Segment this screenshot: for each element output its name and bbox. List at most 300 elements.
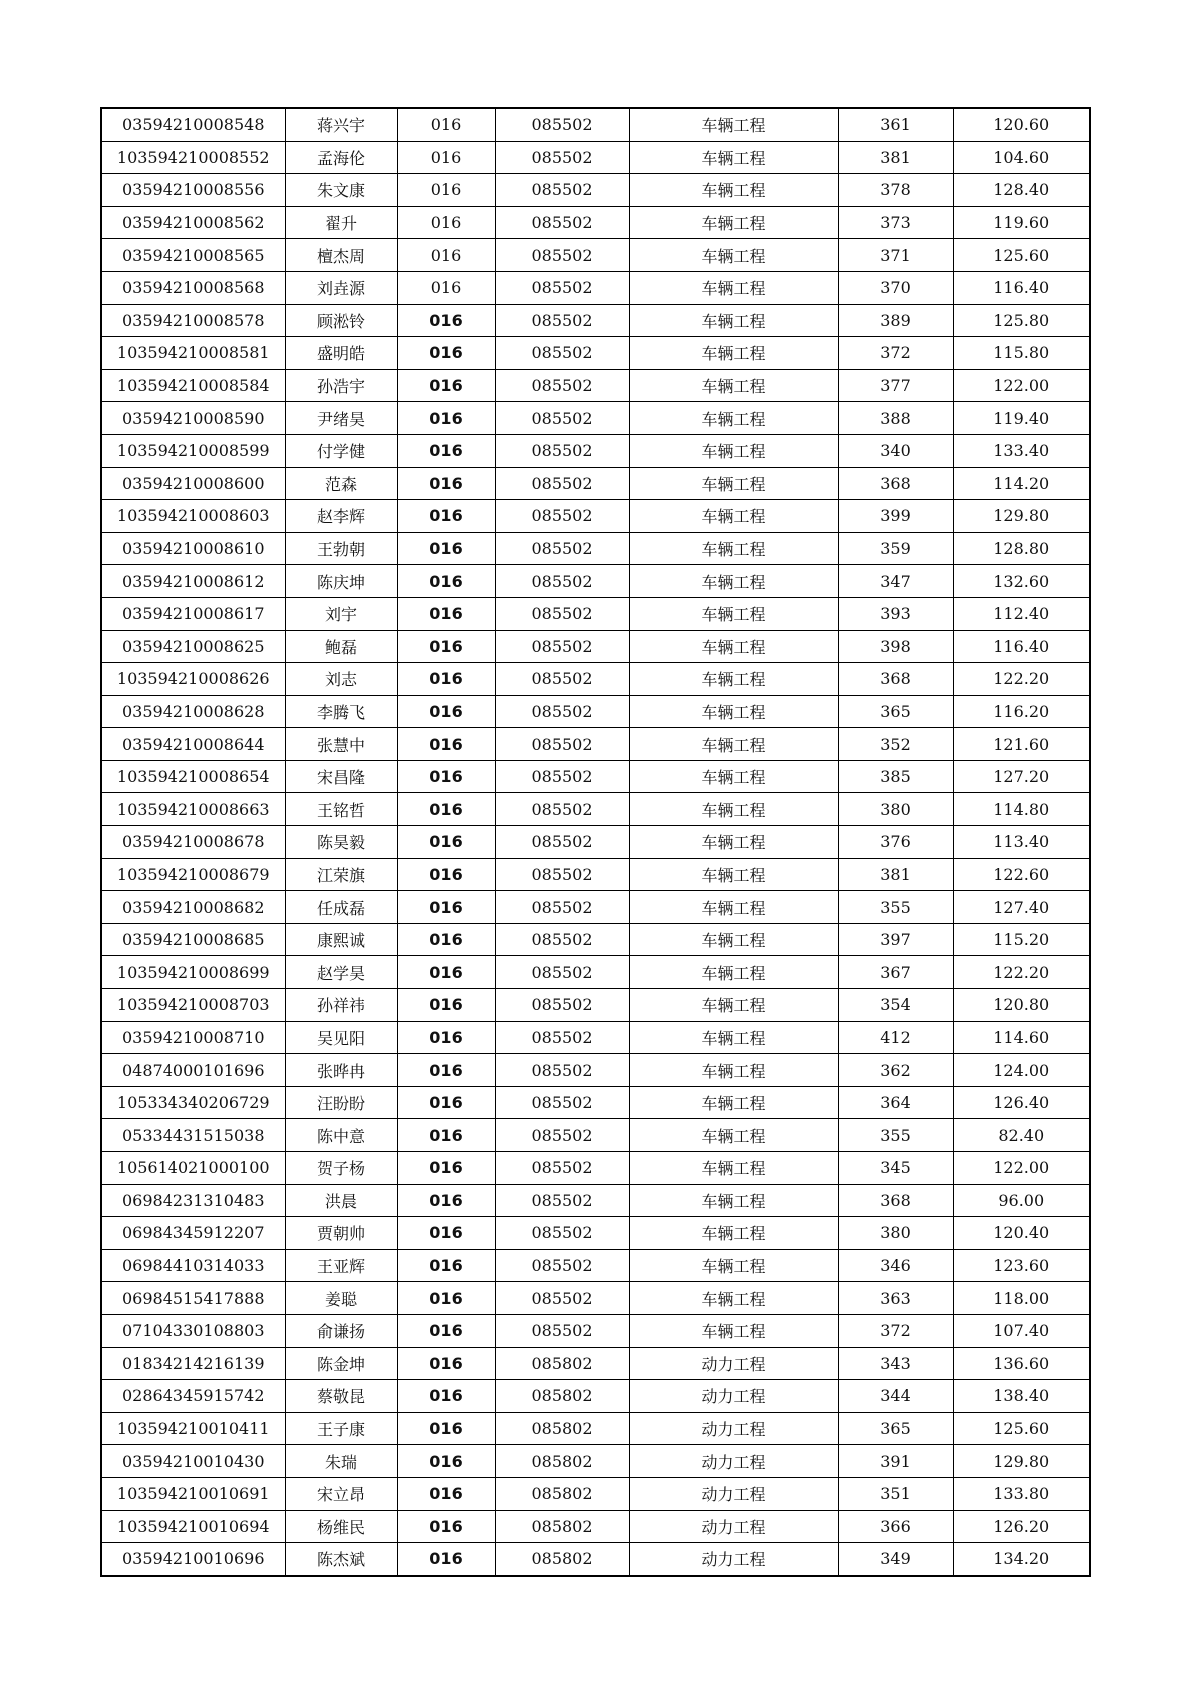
- table-row: [101, 1282, 1090, 1315]
- major-code-cell: 085502: [495, 1152, 629, 1185]
- retest-score-cell: 119.40: [953, 402, 1090, 435]
- table-row: [101, 1510, 1090, 1543]
- name-cell: 蒋兴宇: [285, 108, 397, 141]
- major-code-cell: 085502: [495, 1054, 629, 1087]
- total-score-cell: 370: [838, 271, 953, 304]
- major-code-cell: 085502: [495, 1021, 629, 1054]
- major-name-cell: 车辆工程: [629, 630, 838, 663]
- total-score-cell: 389: [838, 304, 953, 337]
- retest-score-cell: 114.60: [953, 1021, 1090, 1054]
- retest-score-cell: 96.00: [953, 1184, 1090, 1217]
- unit-code-cell: 016: [397, 597, 495, 630]
- total-score-cell: 368: [838, 663, 953, 696]
- retest-score-cell: 133.80: [953, 1477, 1090, 1510]
- retest-score-cell: 116.40: [953, 630, 1090, 663]
- name-cell: 翟升: [285, 206, 397, 239]
- exam-id-cell: 103594210008552: [101, 141, 285, 174]
- exam-id-cell: 06984345912207: [101, 1217, 285, 1250]
- major-name-cell: 车辆工程: [629, 1314, 838, 1347]
- retest-score-cell: 114.80: [953, 793, 1090, 826]
- table-row: [101, 630, 1090, 663]
- table-row: [101, 467, 1090, 500]
- name-cell: 刘宇: [285, 597, 397, 630]
- unit-code-cell: 016: [397, 630, 495, 663]
- retest-score-cell: 115.80: [953, 337, 1090, 370]
- major-name-cell: 车辆工程: [629, 923, 838, 956]
- retest-score-cell: 114.20: [953, 467, 1090, 500]
- exam-id-cell: 03594210008548: [101, 108, 285, 141]
- exam-id-cell: 103594210008679: [101, 858, 285, 891]
- unit-code-cell: 016: [397, 695, 495, 728]
- retest-score-cell: 129.80: [953, 500, 1090, 533]
- retest-score-cell: 112.40: [953, 597, 1090, 630]
- table-row: [101, 1445, 1090, 1478]
- total-score-cell: 355: [838, 891, 953, 924]
- major-name-cell: 车辆工程: [629, 793, 838, 826]
- exam-id-cell: 03594210008578: [101, 304, 285, 337]
- major-name-cell: 动力工程: [629, 1510, 838, 1543]
- unit-code-cell: 016: [397, 1510, 495, 1543]
- table-row: [101, 1477, 1090, 1510]
- total-score-cell: 365: [838, 1412, 953, 1445]
- major-code-cell: 085502: [495, 923, 629, 956]
- major-name-cell: 车辆工程: [629, 532, 838, 565]
- unit-code-cell: 016: [397, 956, 495, 989]
- unit-code-cell: 016: [397, 174, 495, 207]
- major-code-cell: 085502: [495, 369, 629, 402]
- total-score-cell: 373: [838, 206, 953, 239]
- total-score-cell: 397: [838, 923, 953, 956]
- retest-score-cell: 122.00: [953, 1152, 1090, 1185]
- retest-score-cell: 128.80: [953, 532, 1090, 565]
- major-name-cell: 车辆工程: [629, 891, 838, 924]
- major-name-cell: 车辆工程: [629, 174, 838, 207]
- major-code-cell: 085502: [495, 663, 629, 696]
- table-row: [101, 760, 1090, 793]
- total-score-cell: 399: [838, 500, 953, 533]
- exam-id-cell: 103594210008654: [101, 760, 285, 793]
- unit-code-cell: 016: [397, 1477, 495, 1510]
- exam-id-cell: 03594210008562: [101, 206, 285, 239]
- unit-code-cell: 016: [397, 1282, 495, 1315]
- major-name-cell: 车辆工程: [629, 663, 838, 696]
- unit-code-cell: 016: [397, 1347, 495, 1380]
- table-row: [101, 141, 1090, 174]
- unit-code-cell: 016: [397, 402, 495, 435]
- major-name-cell: 车辆工程: [629, 239, 838, 272]
- major-code-cell: 085502: [495, 141, 629, 174]
- total-score-cell: 345: [838, 1152, 953, 1185]
- unit-code-cell: 016: [397, 500, 495, 533]
- total-score-cell: 398: [838, 630, 953, 663]
- unit-code-cell: 016: [397, 1445, 495, 1478]
- retest-score-cell: 124.00: [953, 1054, 1090, 1087]
- major-name-cell: 动力工程: [629, 1347, 838, 1380]
- table-row: [101, 500, 1090, 533]
- major-name-cell: 动力工程: [629, 1543, 838, 1576]
- total-score-cell: 368: [838, 467, 953, 500]
- retest-score-cell: 120.80: [953, 989, 1090, 1022]
- retest-score-cell: 107.40: [953, 1314, 1090, 1347]
- exam-id-cell: 103594210008703: [101, 989, 285, 1022]
- unit-code-cell: 016: [397, 108, 495, 141]
- unit-code-cell: 016: [397, 1119, 495, 1152]
- name-cell: 檀杰周: [285, 239, 397, 272]
- name-cell: 王亚辉: [285, 1249, 397, 1282]
- retest-score-cell: 116.40: [953, 271, 1090, 304]
- total-score-cell: 355: [838, 1119, 953, 1152]
- table-row: [101, 1543, 1090, 1576]
- total-score-cell: 376: [838, 826, 953, 859]
- unit-code-cell: 016: [397, 1380, 495, 1413]
- exam-id-cell: 103594210008663: [101, 793, 285, 826]
- total-score-cell: 362: [838, 1054, 953, 1087]
- major-name-cell: 车辆工程: [629, 826, 838, 859]
- total-score-cell: 372: [838, 337, 953, 370]
- retest-score-cell: 125.80: [953, 304, 1090, 337]
- exam-id-cell: 03594210008600: [101, 467, 285, 500]
- table-row: [101, 728, 1090, 761]
- table-row: [101, 663, 1090, 696]
- major-name-cell: 车辆工程: [629, 597, 838, 630]
- total-score-cell: 364: [838, 1086, 953, 1119]
- major-code-cell: 085802: [495, 1412, 629, 1445]
- table-row: [101, 1086, 1090, 1119]
- name-cell: 顾淞铃: [285, 304, 397, 337]
- unit-code-cell: 016: [397, 923, 495, 956]
- exam-id-cell: 103594210010411: [101, 1412, 285, 1445]
- table-row: [101, 532, 1090, 565]
- table-row: [101, 1119, 1090, 1152]
- major-code-cell: 085802: [495, 1445, 629, 1478]
- name-cell: 张慧中: [285, 728, 397, 761]
- major-code-cell: 085502: [495, 728, 629, 761]
- table-body: [101, 108, 1090, 1576]
- name-cell: 王铭哲: [285, 793, 397, 826]
- table-row: [101, 826, 1090, 859]
- name-cell: 江荣旗: [285, 858, 397, 891]
- unit-code-cell: 016: [397, 826, 495, 859]
- retest-score-cell: 116.20: [953, 695, 1090, 728]
- total-score-cell: 346: [838, 1249, 953, 1282]
- admission-table: [100, 107, 1091, 1577]
- major-name-cell: 车辆工程: [629, 1152, 838, 1185]
- major-code-cell: 085502: [495, 337, 629, 370]
- name-cell: 陈昊毅: [285, 826, 397, 859]
- table-row: [101, 1054, 1090, 1087]
- name-cell: 康熙诚: [285, 923, 397, 956]
- table-row: [101, 206, 1090, 239]
- major-code-cell: 085502: [495, 826, 629, 859]
- major-name-cell: 车辆工程: [629, 1086, 838, 1119]
- major-code-cell: 085502: [495, 793, 629, 826]
- total-score-cell: 347: [838, 565, 953, 598]
- name-cell: 俞谦扬: [285, 1314, 397, 1347]
- total-score-cell: 361: [838, 108, 953, 141]
- unit-code-cell: 016: [397, 337, 495, 370]
- table-row: [101, 271, 1090, 304]
- major-name-cell: 车辆工程: [629, 467, 838, 500]
- exam-id-cell: 05334431515038: [101, 1119, 285, 1152]
- unit-code-cell: 016: [397, 239, 495, 272]
- total-score-cell: 351: [838, 1477, 953, 1510]
- total-score-cell: 391: [838, 1445, 953, 1478]
- major-name-cell: 车辆工程: [629, 434, 838, 467]
- name-cell: 赵李辉: [285, 500, 397, 533]
- unit-code-cell: 016: [397, 1217, 495, 1250]
- exam-id-cell: 02864345915742: [101, 1380, 285, 1413]
- major-name-cell: 车辆工程: [629, 1021, 838, 1054]
- retest-score-cell: 82.40: [953, 1119, 1090, 1152]
- retest-score-cell: 122.20: [953, 956, 1090, 989]
- total-score-cell: 368: [838, 1184, 953, 1217]
- total-score-cell: 359: [838, 532, 953, 565]
- total-score-cell: 378: [838, 174, 953, 207]
- exam-id-cell: 03594210008685: [101, 923, 285, 956]
- exam-id-cell: 03594210008710: [101, 1021, 285, 1054]
- exam-id-cell: 103594210010691: [101, 1477, 285, 1510]
- name-cell: 赵学昊: [285, 956, 397, 989]
- total-score-cell: 381: [838, 141, 953, 174]
- major-code-cell: 085502: [495, 402, 629, 435]
- total-score-cell: 354: [838, 989, 953, 1022]
- exam-id-cell: 03594210008590: [101, 402, 285, 435]
- retest-score-cell: 127.20: [953, 760, 1090, 793]
- table-row: [101, 1152, 1090, 1185]
- name-cell: 盛明皓: [285, 337, 397, 370]
- total-score-cell: 365: [838, 695, 953, 728]
- exam-id-cell: 103594210008599: [101, 434, 285, 467]
- major-code-cell: 085802: [495, 1543, 629, 1576]
- exam-id-cell: 06984515417888: [101, 1282, 285, 1315]
- table-row: [101, 337, 1090, 370]
- exam-id-cell: 03594210010696: [101, 1543, 285, 1576]
- unit-code-cell: 016: [397, 1184, 495, 1217]
- major-name-cell: 车辆工程: [629, 858, 838, 891]
- table-row: [101, 695, 1090, 728]
- table-row: [101, 565, 1090, 598]
- major-name-cell: 车辆工程: [629, 695, 838, 728]
- major-name-cell: 车辆工程: [629, 1119, 838, 1152]
- major-name-cell: 车辆工程: [629, 500, 838, 533]
- unit-code-cell: 016: [397, 891, 495, 924]
- retest-score-cell: 126.20: [953, 1510, 1090, 1543]
- retest-score-cell: 138.40: [953, 1380, 1090, 1413]
- major-code-cell: 085502: [495, 891, 629, 924]
- exam-id-cell: 01834214216139: [101, 1347, 285, 1380]
- unit-code-cell: 016: [397, 1152, 495, 1185]
- major-name-cell: 车辆工程: [629, 1249, 838, 1282]
- major-name-cell: 车辆工程: [629, 1282, 838, 1315]
- name-cell: 朱文康: [285, 174, 397, 207]
- exam-id-cell: 07104330108803: [101, 1314, 285, 1347]
- name-cell: 王勃朝: [285, 532, 397, 565]
- exam-id-cell: 06984231310483: [101, 1184, 285, 1217]
- major-name-cell: 动力工程: [629, 1477, 838, 1510]
- unit-code-cell: 016: [397, 1543, 495, 1576]
- unit-code-cell: 016: [397, 1412, 495, 1445]
- retest-score-cell: 121.60: [953, 728, 1090, 761]
- major-name-cell: 车辆工程: [629, 108, 838, 141]
- retest-score-cell: 136.60: [953, 1347, 1090, 1380]
- name-cell: 姜聪: [285, 1282, 397, 1315]
- table-row: [101, 239, 1090, 272]
- major-name-cell: 动力工程: [629, 1380, 838, 1413]
- major-code-cell: 085502: [495, 108, 629, 141]
- name-cell: 陈金坤: [285, 1347, 397, 1380]
- table-row: [101, 304, 1090, 337]
- retest-score-cell: 126.40: [953, 1086, 1090, 1119]
- total-score-cell: 363: [838, 1282, 953, 1315]
- total-score-cell: 367: [838, 956, 953, 989]
- name-cell: 陈庆坤: [285, 565, 397, 598]
- name-cell: 贺子杨: [285, 1152, 397, 1185]
- table-row: [101, 434, 1090, 467]
- table-row: [101, 858, 1090, 891]
- major-name-cell: 车辆工程: [629, 565, 838, 598]
- major-code-cell: 085802: [495, 1347, 629, 1380]
- total-score-cell: 388: [838, 402, 953, 435]
- major-code-cell: 085502: [495, 1249, 629, 1282]
- retest-score-cell: 133.40: [953, 434, 1090, 467]
- total-score-cell: 343: [838, 1347, 953, 1380]
- name-cell: 刘志: [285, 663, 397, 696]
- name-cell: 朱瑞: [285, 1445, 397, 1478]
- retest-score-cell: 123.60: [953, 1249, 1090, 1282]
- name-cell: 鲍磊: [285, 630, 397, 663]
- table-row: [101, 1347, 1090, 1380]
- major-code-cell: 085502: [495, 500, 629, 533]
- name-cell: 陈杰斌: [285, 1543, 397, 1576]
- unit-code-cell: 016: [397, 989, 495, 1022]
- major-name-cell: 车辆工程: [629, 369, 838, 402]
- major-code-cell: 085502: [495, 1119, 629, 1152]
- exam-id-cell: 03594210008612: [101, 565, 285, 598]
- major-code-cell: 085502: [495, 304, 629, 337]
- unit-code-cell: 016: [397, 369, 495, 402]
- major-code-cell: 085502: [495, 597, 629, 630]
- major-code-cell: 085502: [495, 1314, 629, 1347]
- name-cell: 孙祥祎: [285, 989, 397, 1022]
- retest-score-cell: 122.60: [953, 858, 1090, 891]
- retest-score-cell: 125.60: [953, 1412, 1090, 1445]
- total-score-cell: 352: [838, 728, 953, 761]
- total-score-cell: 371: [838, 239, 953, 272]
- retest-score-cell: 127.40: [953, 891, 1090, 924]
- name-cell: 孙浩宇: [285, 369, 397, 402]
- unit-code-cell: 016: [397, 1054, 495, 1087]
- table-row: [101, 1380, 1090, 1413]
- table-row: [101, 1314, 1090, 1347]
- name-cell: 蔡敬昆: [285, 1380, 397, 1413]
- total-score-cell: 412: [838, 1021, 953, 1054]
- unit-code-cell: 016: [397, 206, 495, 239]
- unit-code-cell: 016: [397, 1314, 495, 1347]
- major-name-cell: 车辆工程: [629, 760, 838, 793]
- table-row: [101, 989, 1090, 1022]
- unit-code-cell: 016: [397, 1086, 495, 1119]
- table-row: [101, 1184, 1090, 1217]
- major-code-cell: 085502: [495, 1086, 629, 1119]
- retest-score-cell: 128.40: [953, 174, 1090, 207]
- total-score-cell: 366: [838, 1510, 953, 1543]
- table-row: [101, 923, 1090, 956]
- major-code-cell: 085502: [495, 989, 629, 1022]
- exam-id-cell: 103594210008699: [101, 956, 285, 989]
- table-row: [101, 597, 1090, 630]
- exam-id-cell: 03594210008628: [101, 695, 285, 728]
- major-name-cell: 动力工程: [629, 1445, 838, 1478]
- exam-id-cell: 03594210008568: [101, 271, 285, 304]
- unit-code-cell: 016: [397, 467, 495, 500]
- table-row: [101, 793, 1090, 826]
- unit-code-cell: 016: [397, 434, 495, 467]
- name-cell: 孟海伦: [285, 141, 397, 174]
- table-row: [101, 108, 1090, 141]
- name-cell: 任成磊: [285, 891, 397, 924]
- major-code-cell: 085502: [495, 1282, 629, 1315]
- unit-code-cell: 016: [397, 858, 495, 891]
- retest-score-cell: 122.00: [953, 369, 1090, 402]
- major-name-cell: 车辆工程: [629, 728, 838, 761]
- retest-score-cell: 115.20: [953, 923, 1090, 956]
- retest-score-cell: 129.80: [953, 1445, 1090, 1478]
- retest-score-cell: 134.20: [953, 1543, 1090, 1576]
- unit-code-cell: 016: [397, 532, 495, 565]
- total-score-cell: 340: [838, 434, 953, 467]
- retest-score-cell: 132.60: [953, 565, 1090, 598]
- total-score-cell: 344: [838, 1380, 953, 1413]
- major-name-cell: 车辆工程: [629, 402, 838, 435]
- name-cell: 洪晨: [285, 1184, 397, 1217]
- name-cell: 王子康: [285, 1412, 397, 1445]
- major-name-cell: 车辆工程: [629, 337, 838, 370]
- total-score-cell: 377: [838, 369, 953, 402]
- exam-id-cell: 03594210010430: [101, 1445, 285, 1478]
- exam-id-cell: 103594210008581: [101, 337, 285, 370]
- total-score-cell: 393: [838, 597, 953, 630]
- unit-code-cell: 016: [397, 1249, 495, 1282]
- major-code-cell: 085802: [495, 1380, 629, 1413]
- retest-score-cell: 125.60: [953, 239, 1090, 272]
- exam-id-cell: 103594210010694: [101, 1510, 285, 1543]
- major-name-cell: 车辆工程: [629, 271, 838, 304]
- total-score-cell: 380: [838, 1217, 953, 1250]
- retest-score-cell: 119.60: [953, 206, 1090, 239]
- table-row: [101, 1217, 1090, 1250]
- major-code-cell: 085502: [495, 1217, 629, 1250]
- exam-id-cell: 105614021000100: [101, 1152, 285, 1185]
- total-score-cell: 349: [838, 1543, 953, 1576]
- unit-code-cell: 016: [397, 565, 495, 598]
- major-code-cell: 085502: [495, 206, 629, 239]
- major-name-cell: 车辆工程: [629, 206, 838, 239]
- major-name-cell: 车辆工程: [629, 1217, 838, 1250]
- table-row: [101, 956, 1090, 989]
- major-code-cell: 085502: [495, 467, 629, 500]
- exam-id-cell: 03594210008617: [101, 597, 285, 630]
- retest-score-cell: 122.20: [953, 663, 1090, 696]
- table-row: [101, 402, 1090, 435]
- name-cell: 李腾飞: [285, 695, 397, 728]
- retest-score-cell: 120.60: [953, 108, 1090, 141]
- exam-id-cell: 03594210008678: [101, 826, 285, 859]
- retest-score-cell: 120.40: [953, 1217, 1090, 1250]
- name-cell: 张晔冉: [285, 1054, 397, 1087]
- exam-id-cell: 04874000101696: [101, 1054, 285, 1087]
- name-cell: 汪盼盼: [285, 1086, 397, 1119]
- major-code-cell: 085502: [495, 1184, 629, 1217]
